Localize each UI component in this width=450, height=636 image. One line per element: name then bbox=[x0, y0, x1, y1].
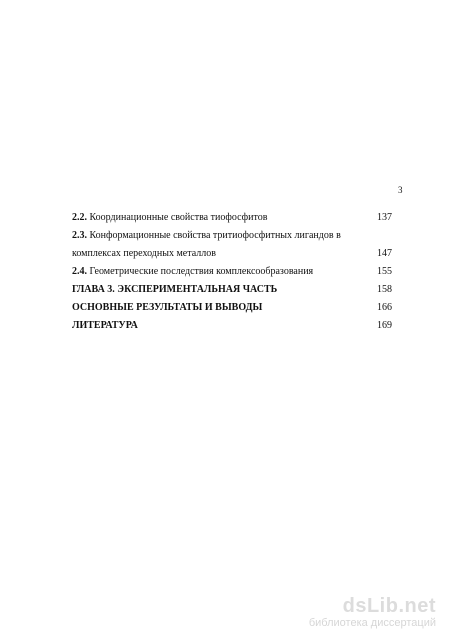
toc-entry-page: 158 bbox=[377, 284, 392, 295]
watermark-subtitle: библиотека диссертаций bbox=[308, 617, 436, 629]
toc-entry-page: 137 bbox=[377, 212, 392, 223]
toc-entry-page: 155 bbox=[377, 266, 392, 277]
toc-entry-title: ЛИТЕРАТУРА bbox=[72, 320, 138, 331]
toc-entry-2-2 bbox=[72, 209, 392, 227]
toc-entry-page: 147 bbox=[377, 248, 392, 259]
toc-entry-page: 169 bbox=[377, 320, 392, 331]
toc-entry-number: 2.2. bbox=[72, 212, 87, 223]
toc-entry-2-3 bbox=[72, 227, 392, 263]
toc-entry-title: 2.2. Координационные свойства тиофосфитов bbox=[72, 212, 268, 223]
toc-entry-number: 2.3. bbox=[72, 230, 87, 241]
page-number: 3 bbox=[398, 185, 403, 195]
watermark-logo: dsLib.net bbox=[342, 595, 436, 617]
toc-entry-title: ГЛАВА 3. ЭКСПЕРИМЕНТАЛЬНАЯ ЧАСТЬ bbox=[72, 284, 278, 295]
toc-entry-chapter-3 bbox=[72, 281, 392, 299]
toc-entry-page: 166 bbox=[377, 302, 392, 313]
toc-entry-title: ОСНОВНЫЕ РЕЗУЛЬТАТЫ И ВЫВОДЫ bbox=[72, 302, 263, 313]
toc-entry-title: 2.4. Геометрические последствия комплексообразования bbox=[72, 266, 314, 277]
toc-entry-literature bbox=[72, 317, 392, 335]
toc-entry-2-4 bbox=[72, 263, 392, 281]
toc-entry-title: 2.3. Конформационные свойства тритиофосфитных лигандов в комплексах переходных металлов bbox=[72, 230, 341, 259]
toc-entry-results bbox=[72, 299, 392, 317]
table-of-contents bbox=[72, 209, 392, 335]
watermark bbox=[309, 595, 436, 630]
toc-entry-number: 2.4. bbox=[72, 266, 87, 277]
